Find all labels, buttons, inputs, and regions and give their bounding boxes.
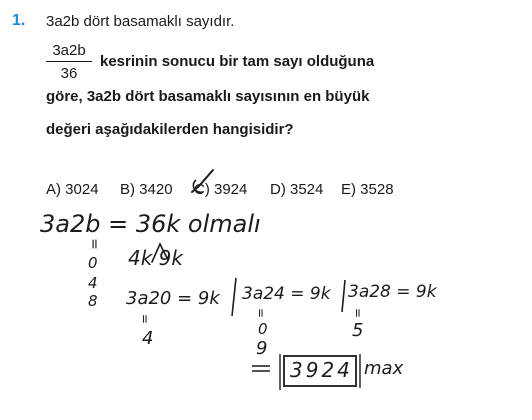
option-b[interactable]: B) 3420 [120, 181, 173, 198]
hw-case-1-eq: = [138, 313, 153, 325]
question-intro: 3a2b dört basamaklı sayıdır. [46, 13, 235, 30]
hw-case-3: 3a28 = 9k [348, 282, 437, 302]
hw-equation: 3a2b = 36k olmalı [40, 210, 261, 238]
hw-answer-note: max [364, 358, 404, 379]
hw-case-3-val: 5 [352, 320, 364, 341]
hw-case-1: 3a20 = 9k [126, 288, 220, 309]
hw-col-d3: 8 [88, 292, 98, 310]
underline-9 [252, 366, 270, 371]
question-number: 1. [12, 12, 26, 29]
option-d[interactable]: D) 3524 [270, 181, 324, 198]
divider-line-2 [342, 280, 345, 312]
hw-case-2: 3a24 = 9k [242, 284, 331, 304]
hw-case-1-val: 4 [142, 328, 154, 349]
option-c[interactable]: C) 3924 [194, 181, 248, 198]
option-a[interactable]: A) 3024 [46, 181, 99, 198]
fraction-denominator: 36 [60, 65, 78, 82]
hw-case-3-eq: = [351, 307, 366, 319]
hw-case-2-val1: 0 [258, 320, 268, 338]
divider-line-1 [232, 278, 236, 316]
fraction-numerator: 3a2b [52, 42, 86, 59]
hw-case-2-val2: 9 [256, 338, 268, 359]
hw-col-d1: 0 [88, 254, 98, 272]
hw-case-2-eq: = [254, 307, 269, 319]
question-line-2: göre, 3a2b dört basamaklı sayısının en büyük [46, 88, 370, 105]
question-line-3: değeri aşağıdakilerden hangisidir? [46, 121, 294, 138]
option-e[interactable]: E) 3528 [341, 181, 394, 198]
hw-col-d2: 4 [88, 274, 98, 292]
fraction [44, 42, 94, 82]
hw-factors: 4k 9k [128, 246, 183, 270]
question-line-1: kesrinin sonucu bir tam sayı olduğuna [100, 53, 375, 70]
hw-answer: 3924 [290, 358, 353, 382]
hw-col-eq: = [85, 238, 102, 250]
